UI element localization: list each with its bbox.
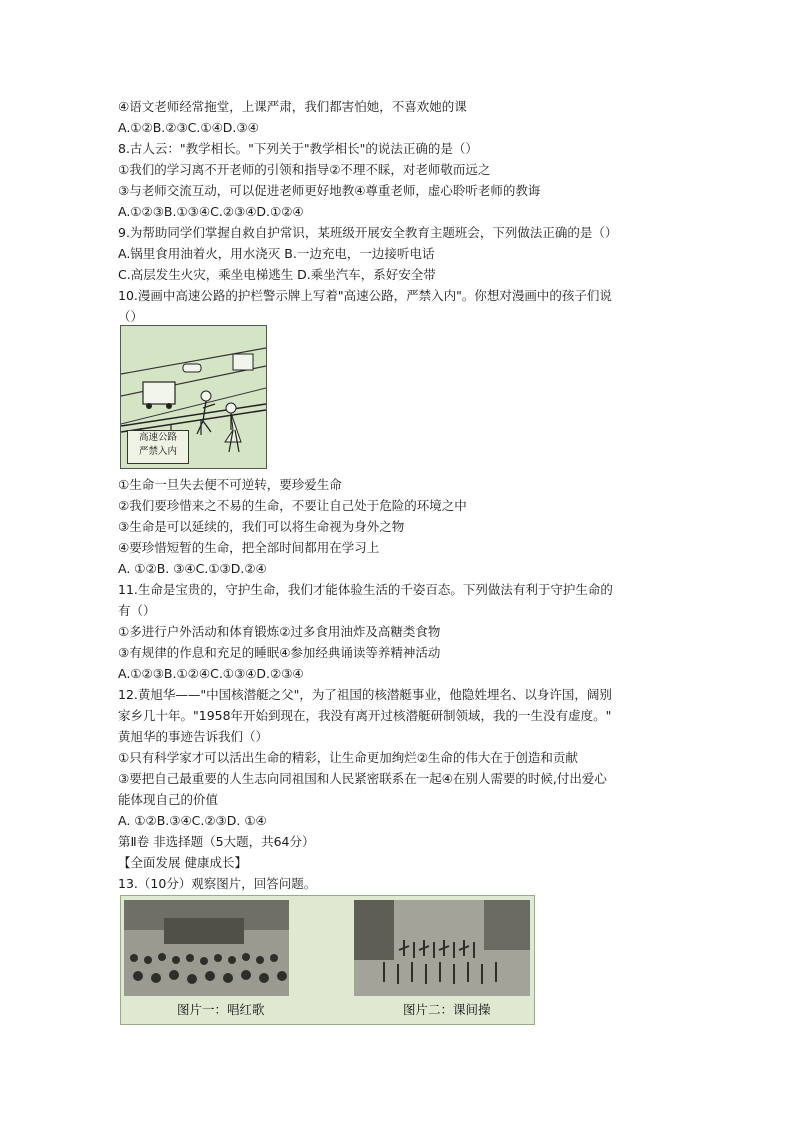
highway-cartoon (120, 325, 267, 469)
text-line: ①只有科学家才可以活出生命的精彩，让生命更加绚烂②生命的伟大在于创造和贡献 (118, 750, 578, 765)
text-line: 【全面发展 健康成长】 (118, 855, 247, 870)
warning-sign (127, 430, 189, 464)
text-line: ①多进行户外活动和体育锻炼②过多食用油炸及高糖类食物 (118, 624, 441, 639)
text-line: C.高层发生火灾，乘坐电梯逃生 D.乘坐汽车，系好安全带 (118, 267, 436, 282)
question-block-2 (118, 474, 678, 894)
text-line: 黄旭华的事迹告诉我们（） (118, 729, 269, 744)
text-line: 有（） (118, 603, 156, 618)
text-line: A.①②③B.①②④C.①③④D.②③④ (118, 666, 304, 681)
text-line: ①我们的学习离不开老师的引领和指导②不理不睬，对老师敬而远之 (118, 162, 491, 177)
text-line: A.①②③B.①③④C.②③④D.①②④ (118, 204, 304, 219)
photo-panel (120, 895, 535, 1025)
text-line: ③生命是可以延续的，我们可以将生命视为身外之物 (118, 519, 405, 534)
text-line: 10.漫画中高速公路的护栏警示牌上写着"高速公路，严禁入内"。你想对漫画中的孩子们说 (118, 288, 612, 303)
question-block-1 (118, 96, 678, 327)
text-line: 能体现自己的价值 (118, 792, 219, 807)
text-line: ④要珍惜短暂的生命，把全部时间都用在学习上 (118, 540, 380, 555)
text-line: 家乡几十年。"1958年开始到现在，我没有离开过核潜艇研制领域，我的一生没有虚度。" (118, 708, 612, 723)
sign-text-2: 严禁入内 (138, 446, 177, 457)
text-line: 第Ⅱ卷 非选择题（5大题，共64分） (118, 834, 315, 849)
photo-exercise (354, 900, 530, 996)
text-line: A. ①②B.③④C.②③D. ①④ (118, 813, 267, 828)
text-line: ④语文老师经常拖堂，上课严肃，我们都害怕她，不喜欢她的课 (118, 99, 467, 114)
text-line: 9.为帮助同学们掌握自救自护常识，某班级开展安全教育主题班会，下列做法正确的是（） (118, 225, 618, 240)
caption-photo-2: 图片二：课间操 (403, 1002, 491, 1017)
caption-photo-1: 图片一：唱红歌 (177, 1002, 265, 1017)
text-line: 8.古人云："教学相长。"下列关于"教学相长"的说法正确的是（） (118, 141, 478, 156)
text-line: ②我们要珍惜来之不易的生命，不要让自己处于危险的环境之中 (118, 498, 467, 513)
text-line: ①生命一旦失去便不可逆转，要珍爱生命 (118, 477, 342, 492)
text-line: 11.生命是宝贵的，守护生命，我们才能体验生活的千姿百态。下列做法有利于守护生命的 (118, 582, 613, 597)
text-line: ③要把自己最重要的人生志向同祖国和人民紧密联系在一起④在别人需要的时候,付出爱心 (118, 771, 607, 786)
sign-text-1: 高速公路 (138, 432, 177, 443)
text-line: A. ①②B. ③④C.①③D.②④ (118, 561, 267, 576)
text-line: ③有规律的作息和充足的睡眠④参加经典诵读等养精神活动 (118, 645, 441, 660)
text-line: A.①②B.②③C.①④D.③④ (118, 120, 259, 135)
document-page (118, 96, 678, 894)
photo-singing (124, 900, 289, 996)
text-line: 12.黄旭华——"中国核潜艇之父"，为了祖国的核潜艇事业，他隐姓埋名、以身许国，阔别 (118, 687, 612, 702)
text-line: （） (118, 309, 144, 324)
text-line: 13.（10分）观察图片，回答问题。 (118, 876, 317, 891)
text-line: A.锅里食用油着火，用水浇灭 B.一边充电，一边接听电话 (118, 246, 435, 261)
text-line: ③与老师交流互动，可以促进老师更好地教④尊重老师，虚心聆听老师的教诲 (118, 183, 541, 198)
